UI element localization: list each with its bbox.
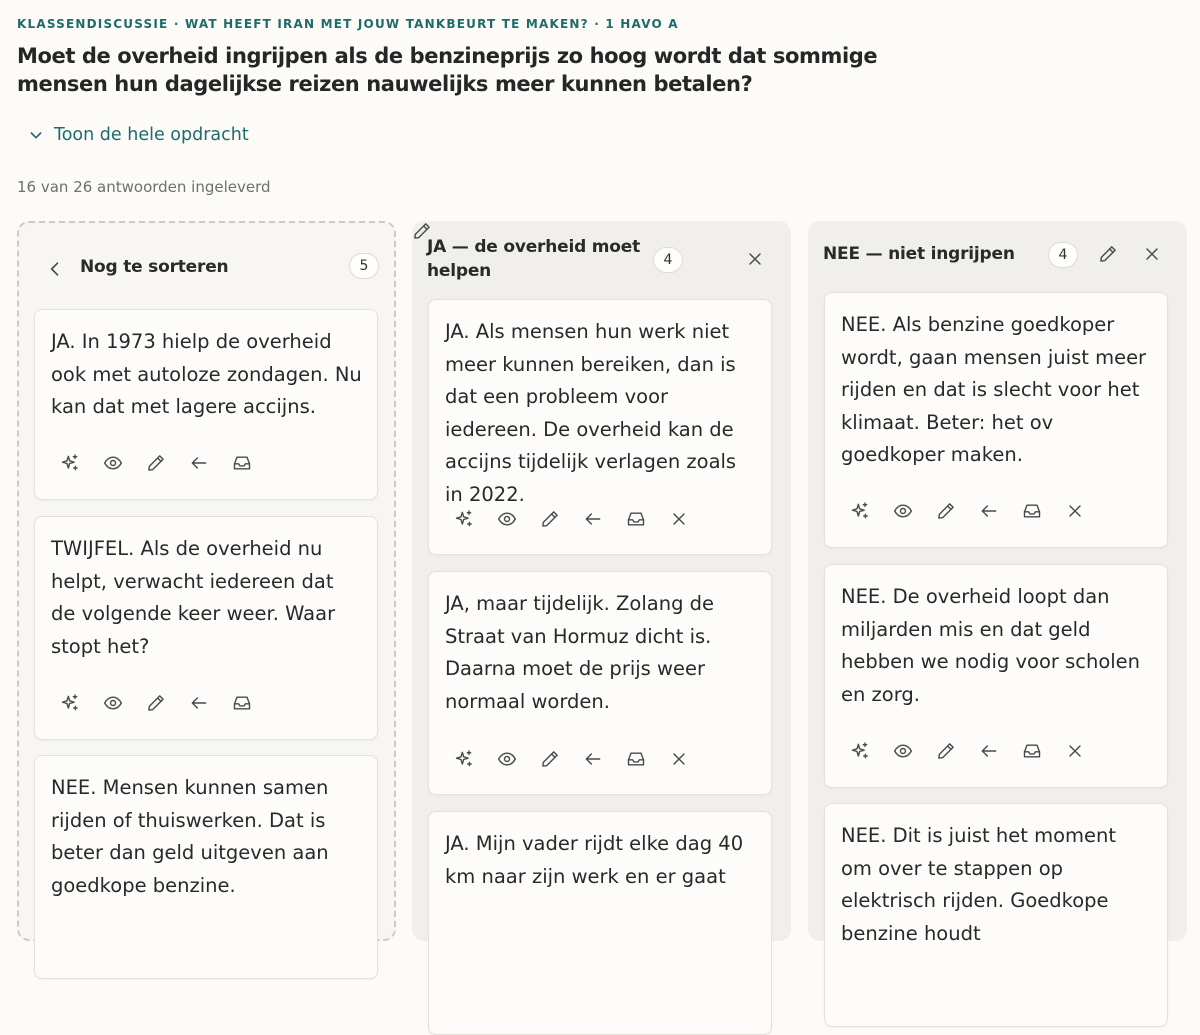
arrow-left-icon[interactable] <box>979 501 999 521</box>
pencil-icon[interactable] <box>540 509 560 529</box>
eye-icon[interactable] <box>893 501 913 521</box>
inbox-icon[interactable] <box>232 693 252 713</box>
inbox-icon[interactable] <box>232 453 252 473</box>
answer-card[interactable] <box>428 811 772 1035</box>
column-header <box>412 221 791 301</box>
chevron-down-icon <box>28 127 44 143</box>
answer-card[interactable] <box>34 516 378 740</box>
answer-text: NEE. Mensen kunnen samen rijden of thuiswerken. Dat is beter dan geld uitgeven aan goedkope benzine. <box>51 776 329 897</box>
count-badge: 4 <box>1048 242 1078 268</box>
arrow-left-icon[interactable] <box>189 453 209 473</box>
eye-icon[interactable] <box>497 749 517 769</box>
sparkle-icon[interactable] <box>850 501 870 521</box>
toggle-label: Toon de hele opdracht <box>54 125 249 145</box>
answer-text: JA. Als mensen hun werk niet meer kunnen bereiken, dan is dat een probleem voor iedereen. De overheid kan de accijns tijdelijk verlagen zoals in 2022. <box>445 320 737 506</box>
page-title: Moet de overheid ingrijpen als de benzineprijs zo hoog wordt dat sommige mensen hun dagelijkse reizen nauwelijks meer kunnen betalen? <box>17 44 878 96</box>
edit-column-icon[interactable] <box>412 221 432 241</box>
sparkle-icon[interactable] <box>60 693 80 713</box>
pencil-icon[interactable] <box>936 501 956 521</box>
arrow-left-icon[interactable] <box>979 741 999 761</box>
answer-text: TWIJFEL. Als de overheid nu helpt, verwacht iedereen dat de volgende keer weer. Waar stopt het? <box>51 537 336 658</box>
show-full-assignment-toggle[interactable] <box>28 125 249 145</box>
card-actions <box>454 749 689 769</box>
sparkle-icon[interactable] <box>60 453 80 473</box>
answer-card[interactable] <box>428 571 772 795</box>
column-nee[interactable] <box>808 221 1187 945</box>
close-icon[interactable] <box>1065 741 1085 761</box>
column-ja[interactable] <box>412 221 791 941</box>
count-badge: 4 <box>653 247 683 273</box>
answer-text: NEE. De overheid loopt dan miljarden mis en dat geld hebben we nodig voor scholen en zorg. <box>841 585 1141 706</box>
close-icon[interactable] <box>1142 244 1162 264</box>
pencil-icon[interactable] <box>540 749 560 769</box>
chevron-left-icon[interactable] <box>45 259 65 279</box>
card-actions <box>60 693 252 713</box>
sparkle-icon[interactable] <box>454 509 474 529</box>
submission-count: 16 van 26 antwoorden ingeleverd <box>17 178 271 196</box>
sparkle-icon[interactable] <box>454 749 474 769</box>
arrow-left-icon[interactable] <box>189 693 209 713</box>
close-icon[interactable] <box>669 509 689 529</box>
edit-column-icon[interactable] <box>1098 244 1118 264</box>
answer-text: NEE. Dit is juist het moment om over te stappen op elektrisch rijden. Goedkope benzine houdt <box>841 824 1116 945</box>
close-icon[interactable] <box>669 749 689 769</box>
column-title: NEE — niet ingrijpen <box>823 244 1015 264</box>
column-unsorted[interactable] <box>17 221 396 941</box>
eye-icon[interactable] <box>893 741 913 761</box>
answer-card[interactable] <box>34 309 378 500</box>
card-actions <box>850 741 1085 761</box>
card-actions <box>454 509 689 529</box>
eye-icon[interactable] <box>103 693 123 713</box>
answer-card[interactable] <box>824 292 1168 548</box>
answer-text: JA. In 1973 hielp de overheid ook met autoloze zondagen. Nu kan dat met lagere accijns. <box>51 330 362 418</box>
count-badge: 5 <box>349 253 379 279</box>
answer-card[interactable] <box>34 755 378 979</box>
sparkle-icon[interactable] <box>850 741 870 761</box>
column-title: JA — de overheid moet helpen <box>427 237 641 281</box>
answer-text: NEE. Als benzine goedkoper wordt, gaan mensen juist meer rijden en dat is slecht voor het klimaat. Beter: het ov goedkoper maken. <box>841 313 1147 466</box>
card-actions <box>60 453 252 473</box>
inbox-icon[interactable] <box>1022 741 1042 761</box>
answer-card[interactable] <box>428 299 772 555</box>
pencil-icon[interactable] <box>146 453 166 473</box>
answer-card[interactable] <box>824 803 1168 1027</box>
eye-icon[interactable] <box>497 509 517 529</box>
column-title: Nog te sorteren <box>80 257 229 277</box>
breadcrumb: KLASSENDISCUSSIE · WAT HEEFT IRAN MET JOUW TANKBEURT TE MAKEN? · 1 HAVO A <box>17 17 679 31</box>
close-icon[interactable] <box>1065 501 1085 521</box>
arrow-left-icon[interactable] <box>583 749 603 769</box>
arrow-left-icon[interactable] <box>583 509 603 529</box>
inbox-icon[interactable] <box>626 509 646 529</box>
column-header <box>808 221 1187 301</box>
card-actions <box>850 501 1085 521</box>
pencil-icon[interactable] <box>146 693 166 713</box>
answer-text: JA. Mijn vader rijdt elke dag 40 km naar zijn werk en er gaat <box>445 832 744 888</box>
answer-card[interactable] <box>824 564 1168 788</box>
column-header <box>19 223 394 303</box>
close-icon[interactable] <box>745 249 765 269</box>
pencil-icon[interactable] <box>936 741 956 761</box>
inbox-icon[interactable] <box>1022 501 1042 521</box>
answer-text: JA, maar tijdelijk. Zolang de Straat van Hormuz dicht is. Daarna moet de prijs weer normaal worden. <box>445 592 715 713</box>
eye-icon[interactable] <box>103 453 123 473</box>
inbox-icon[interactable] <box>626 749 646 769</box>
